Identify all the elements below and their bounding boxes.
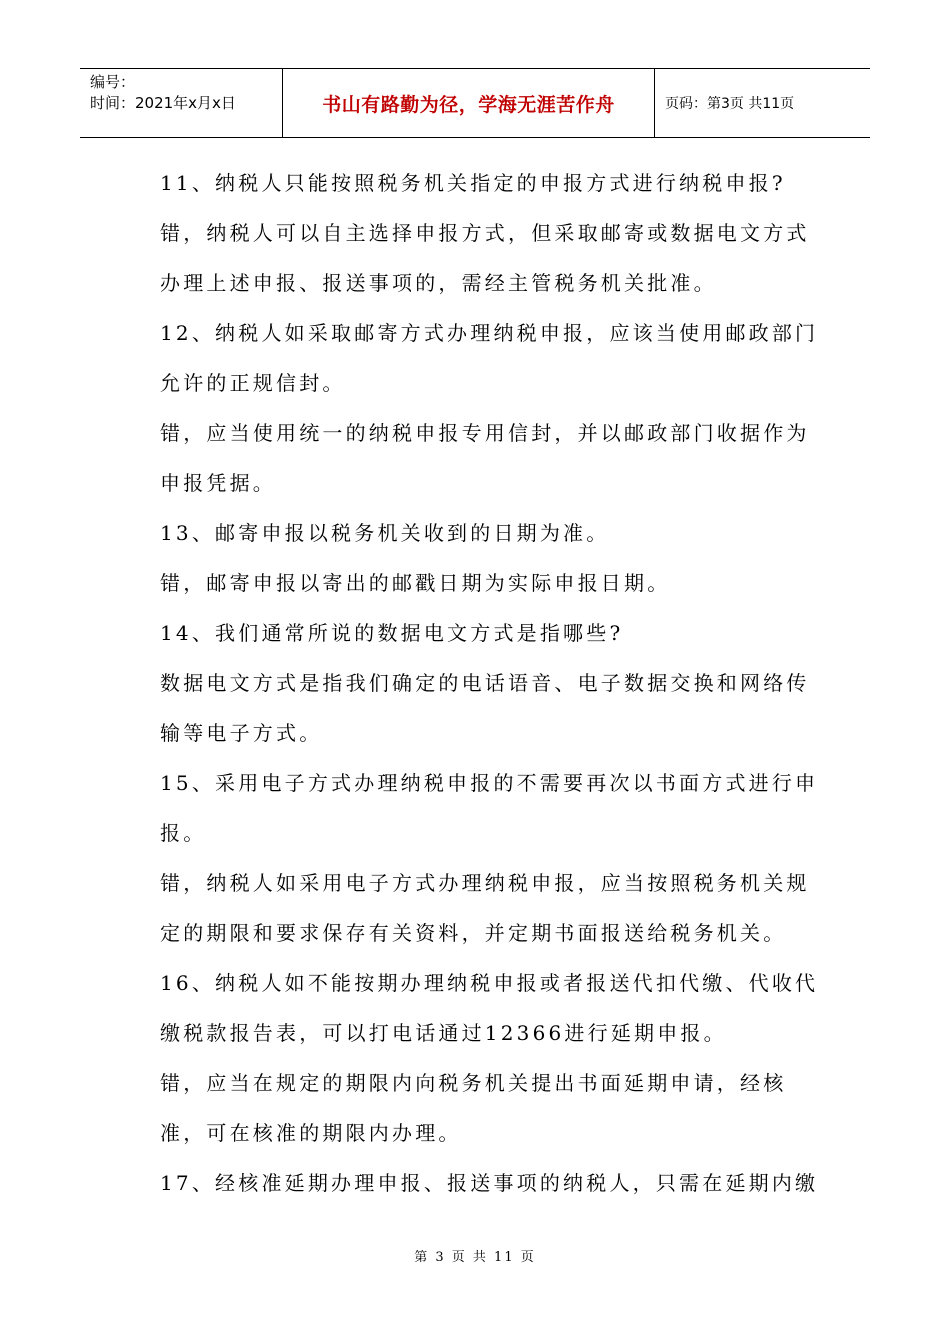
body-line: 报。 (160, 821, 207, 845)
body-line: 数据电文方式是指我们确定的电话语音、电子数据交换和网络传 (160, 671, 810, 695)
body-line: 16、纳税人如不能按期办理纳税申报或者报送代扣代缴、代收代 (160, 971, 819, 995)
header-page-code: 页码：第3页 共11页 (665, 96, 795, 112)
body-line: 错，邮寄申报以寄出的邮戳日期为实际申报日期。 (160, 571, 671, 595)
page-footer: 第 3 页 共 11 页 (414, 1250, 536, 1265)
body-line: 15、采用电子方式办理纳税申报的不需要再次以书面方式进行申 (160, 771, 819, 795)
body-line: 申报凭据。 (160, 471, 276, 495)
document-body (160, 158, 819, 1208)
header-motto: 书山有路勤为径，学海无涯苦作舟 (283, 69, 655, 137)
body-line: 缴税款报告表，可以打电话通过12366进行延期申报。 (160, 1021, 727, 1045)
document-header (80, 68, 870, 138)
body-line: 办理上述申报、报送事项的，需经主管税务机关批准。 (160, 271, 717, 295)
body-line: 12、纳税人如采取邮寄方式办理纳税申报，应该当使用邮政部门 (160, 321, 819, 345)
body-line: 错，应当使用统一的纳税申报专用信封，并以邮政部门收据作为 (160, 421, 810, 445)
body-line: 定的期限和要求保存有关资料，并定期书面报送给税务机关。 (160, 921, 787, 945)
body-line: 错，应当在规定的期限内向税务机关提出书面延期申请，经核 (160, 1071, 787, 1095)
time-label: 时间：2021年x月x日 (90, 94, 236, 112)
body-line: 输等电子方式。 (160, 721, 323, 745)
body-line: 11、纳税人只能按照税务机关指定的申报方式进行纳税申报? (160, 171, 786, 195)
body-line: 准，可在核准的期限内办理。 (160, 1121, 462, 1145)
body-line: 错，纳税人如采用电子方式办理纳税申报，应当按照税务机关规 (160, 871, 810, 895)
body-line: 错，纳税人可以自主选择申报方式，但采取邮寄或数据电文方式 (160, 221, 810, 245)
body-line: 14、我们通常所说的数据电文方式是指哪些? (160, 621, 624, 645)
body-line: 允许的正规信封。 (160, 371, 346, 395)
number-label: 编号： (90, 73, 136, 91)
body-line: 13、邮寄申报以税务机关收到的日期为准。 (160, 521, 610, 545)
body-line: 17、经核准延期办理申报、报送事项的纳税人，只需在延期内缴 (160, 1171, 819, 1195)
header-meta (80, 69, 283, 137)
